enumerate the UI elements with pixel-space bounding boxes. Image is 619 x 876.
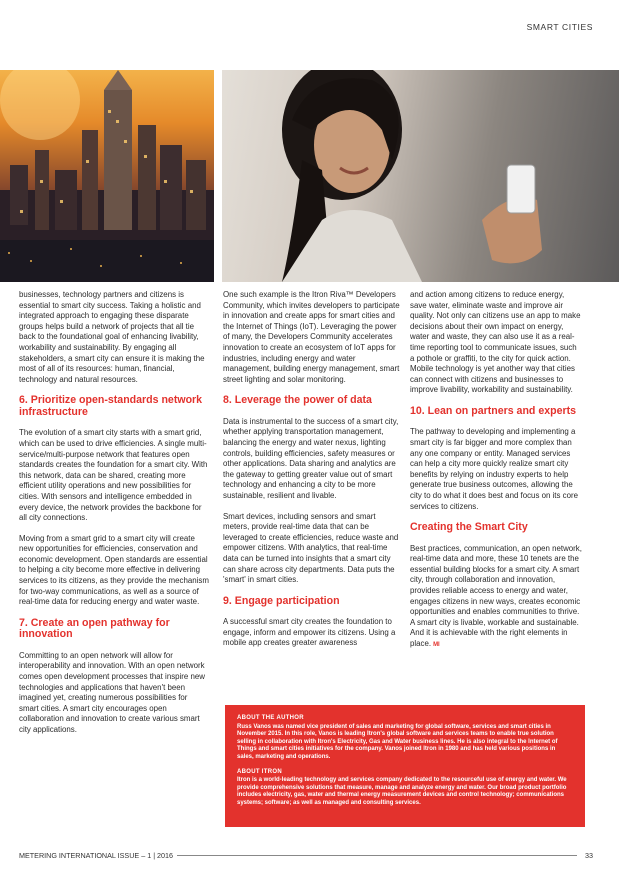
heading-prioritize-open-standards: 6. Prioritize open-standards network infrastructure — [19, 394, 203, 418]
paragraph: Smart devices, including sensors and smart meters, provide real-time data that can be leveraged to create efficiencies, reduce waste and empower citizens. With analytics, that real-time data can be turned into insights that a smart city can share across city departments. Data puts the 'smart' in smart cities. — [223, 511, 399, 585]
city-skyline-photo — [0, 70, 214, 282]
paragraph-final — [410, 544, 582, 651]
about-author-heading: ABOUT THE AUTHOR — [237, 715, 304, 721]
paragraph-text: Best practices, communication, an open network, real-time data and more, these 10 tenets are the essential building blocks for a smart city. A smart city, through collaboration and innovation, provides reliable access to energy and water, engages citizens in new ways, creates economic opportunities and enables communities to thrive. A smart city is livable, workable and sustainable. And it is achievable with the right elements in place. — [410, 543, 582, 649]
paragraph: A successful smart city creates the foundation to engage, inform and empower its citizens. Using a mobile app creates greater awareness — [223, 617, 396, 648]
page-number: 33 — [585, 851, 593, 860]
heading-engage-participation: 9. Engage participation — [223, 594, 340, 607]
about-author-text: Russ Vanos was named vice president of sales and marketing for global software, services and smart cities in November 2015. In this role, Vanos is leading Itron's global software and services teams to enable true solution selling in collaboration with Itron's Electricity, Gas and Water business lines. He is also integral to the Internet of Things and smart cities initiatives for the company. Vanos joined Itron in 1980 and has held various positions in sales, marketing and operations. — [237, 723, 558, 760]
heading-open-pathway: 7. Create an open pathway for innovation — [19, 616, 170, 641]
paragraph: The evolution of a smart city starts with a smart grid, which can be used to drive efficiencies. A single multi-service/multi-purpose network that features open standards creates the foundation for a smart city. With this network, data can be shared, creating more efficient utility operations and new possibilities for cities. With sensors and intelligence embedded in every device, the network provides the backbone for all city connections. — [19, 428, 208, 523]
column-1 — [19, 290, 209, 746]
author-box — [225, 705, 585, 827]
paragraph: The pathway to developing and implementing a smart city is far bigger and more complex than any one company or entity. Managed services can help a city more quickly realize smart city benefits by relying on industry experts to help generate true business outcomes, allowing the city to do what it does best and focus on its core services to citizens. — [410, 427, 578, 511]
paragraph: One such example is the Itron Riva™ Developers Community, which invites developers to participate in innovation and create apps for smart cities and the Internet of Things (IoT). Leveraging the power of many, the Developers Community accelerates innovation to create an ecosystem of IoT apps for industries, including energy and water management, building energy management, smart street lighting and solar monitoring. — [223, 290, 400, 384]
heading-lean-on-partners: 10. Lean on partners and experts — [410, 404, 577, 417]
column-2 — [223, 290, 401, 659]
about-itron-text: Itron is a world-leading technology and services company dedicated to the resourceful use of energy and water. We provide comprehensive solutions that measure, manage and analyze energy and water. Our broad product portfolio includes electricity, gas, water and thermal energy measurement devices and control technology; communications systems; software; as well as managed and consulting services. — [237, 777, 567, 806]
paragraph: businesses, technology partners and citizens is essential to smart city success. Taking a holistic and integrated approach to engaging these disparate groups helps build a network of projects that all tie back to the foundational goal of enhancing livability, workability and sustainability. By engaging all stakeholders, a smart city can ensure it is making the most of all of its resources: human, financial, technology and natural resources. — [19, 290, 205, 384]
about-itron-heading: ABOUT ITRON — [237, 768, 282, 775]
end-mark: MI — [433, 642, 440, 649]
footer — [19, 851, 593, 860]
paragraph: Data is instrumental to the success of a smart city, whether applying transportation management, balancing the energy and water nexus, lighting controls, building efficiencies, safety measures or other applications. Data sharing and analytics are the gateway to getting greater value out of smart technology and enhancing a city to be more sustainable, resilient and livable. — [223, 416, 399, 500]
heading-leverage-data: 8. Leverage the power of data — [223, 394, 372, 407]
woman-smartphone-photo — [222, 70, 619, 282]
footer-rule — [177, 855, 577, 856]
paragraph: and action among citizens to reduce energy, save water, eliminate waste and improve air quality. Not only can citizens use an app to make decisions about their own impact on energy, water and waste, they can also use it as a real-time reporting tool to communicate issues, such a pothole or graffiti, to the city for quick action. Mobile technology is yet another way that cities can connect with citizens and businesses to improve livability, workability and sustainability. — [410, 290, 581, 395]
paragraph: Moving from a smart grid to a smart city will create new opportunities for efficiencies, conservation and economic development. Open standards are essential to helping a city become more effective in delivering services to its citizens, as they provide the mechanism for two-way communications, as well as a source of real-time data for reducing energy and water waste. — [19, 533, 209, 607]
section-label: SMART CITIES — [526, 22, 593, 32]
heading-creating-smart-city: Creating the Smart City — [410, 521, 528, 534]
column-3 — [410, 290, 582, 661]
paragraph: Committing to an open network will allow for interoperability and innovation. With an open network comes open development processes that inspire new technologies and applications that haven't been imagined yet, creating numerous possibilities for smart cities. A smart city encourages open collaboration and innovation to create various smart city applications. — [19, 650, 205, 734]
publication-name: METERING INTERNATIONAL ISSUE – 1 | 2016 — [19, 851, 174, 860]
